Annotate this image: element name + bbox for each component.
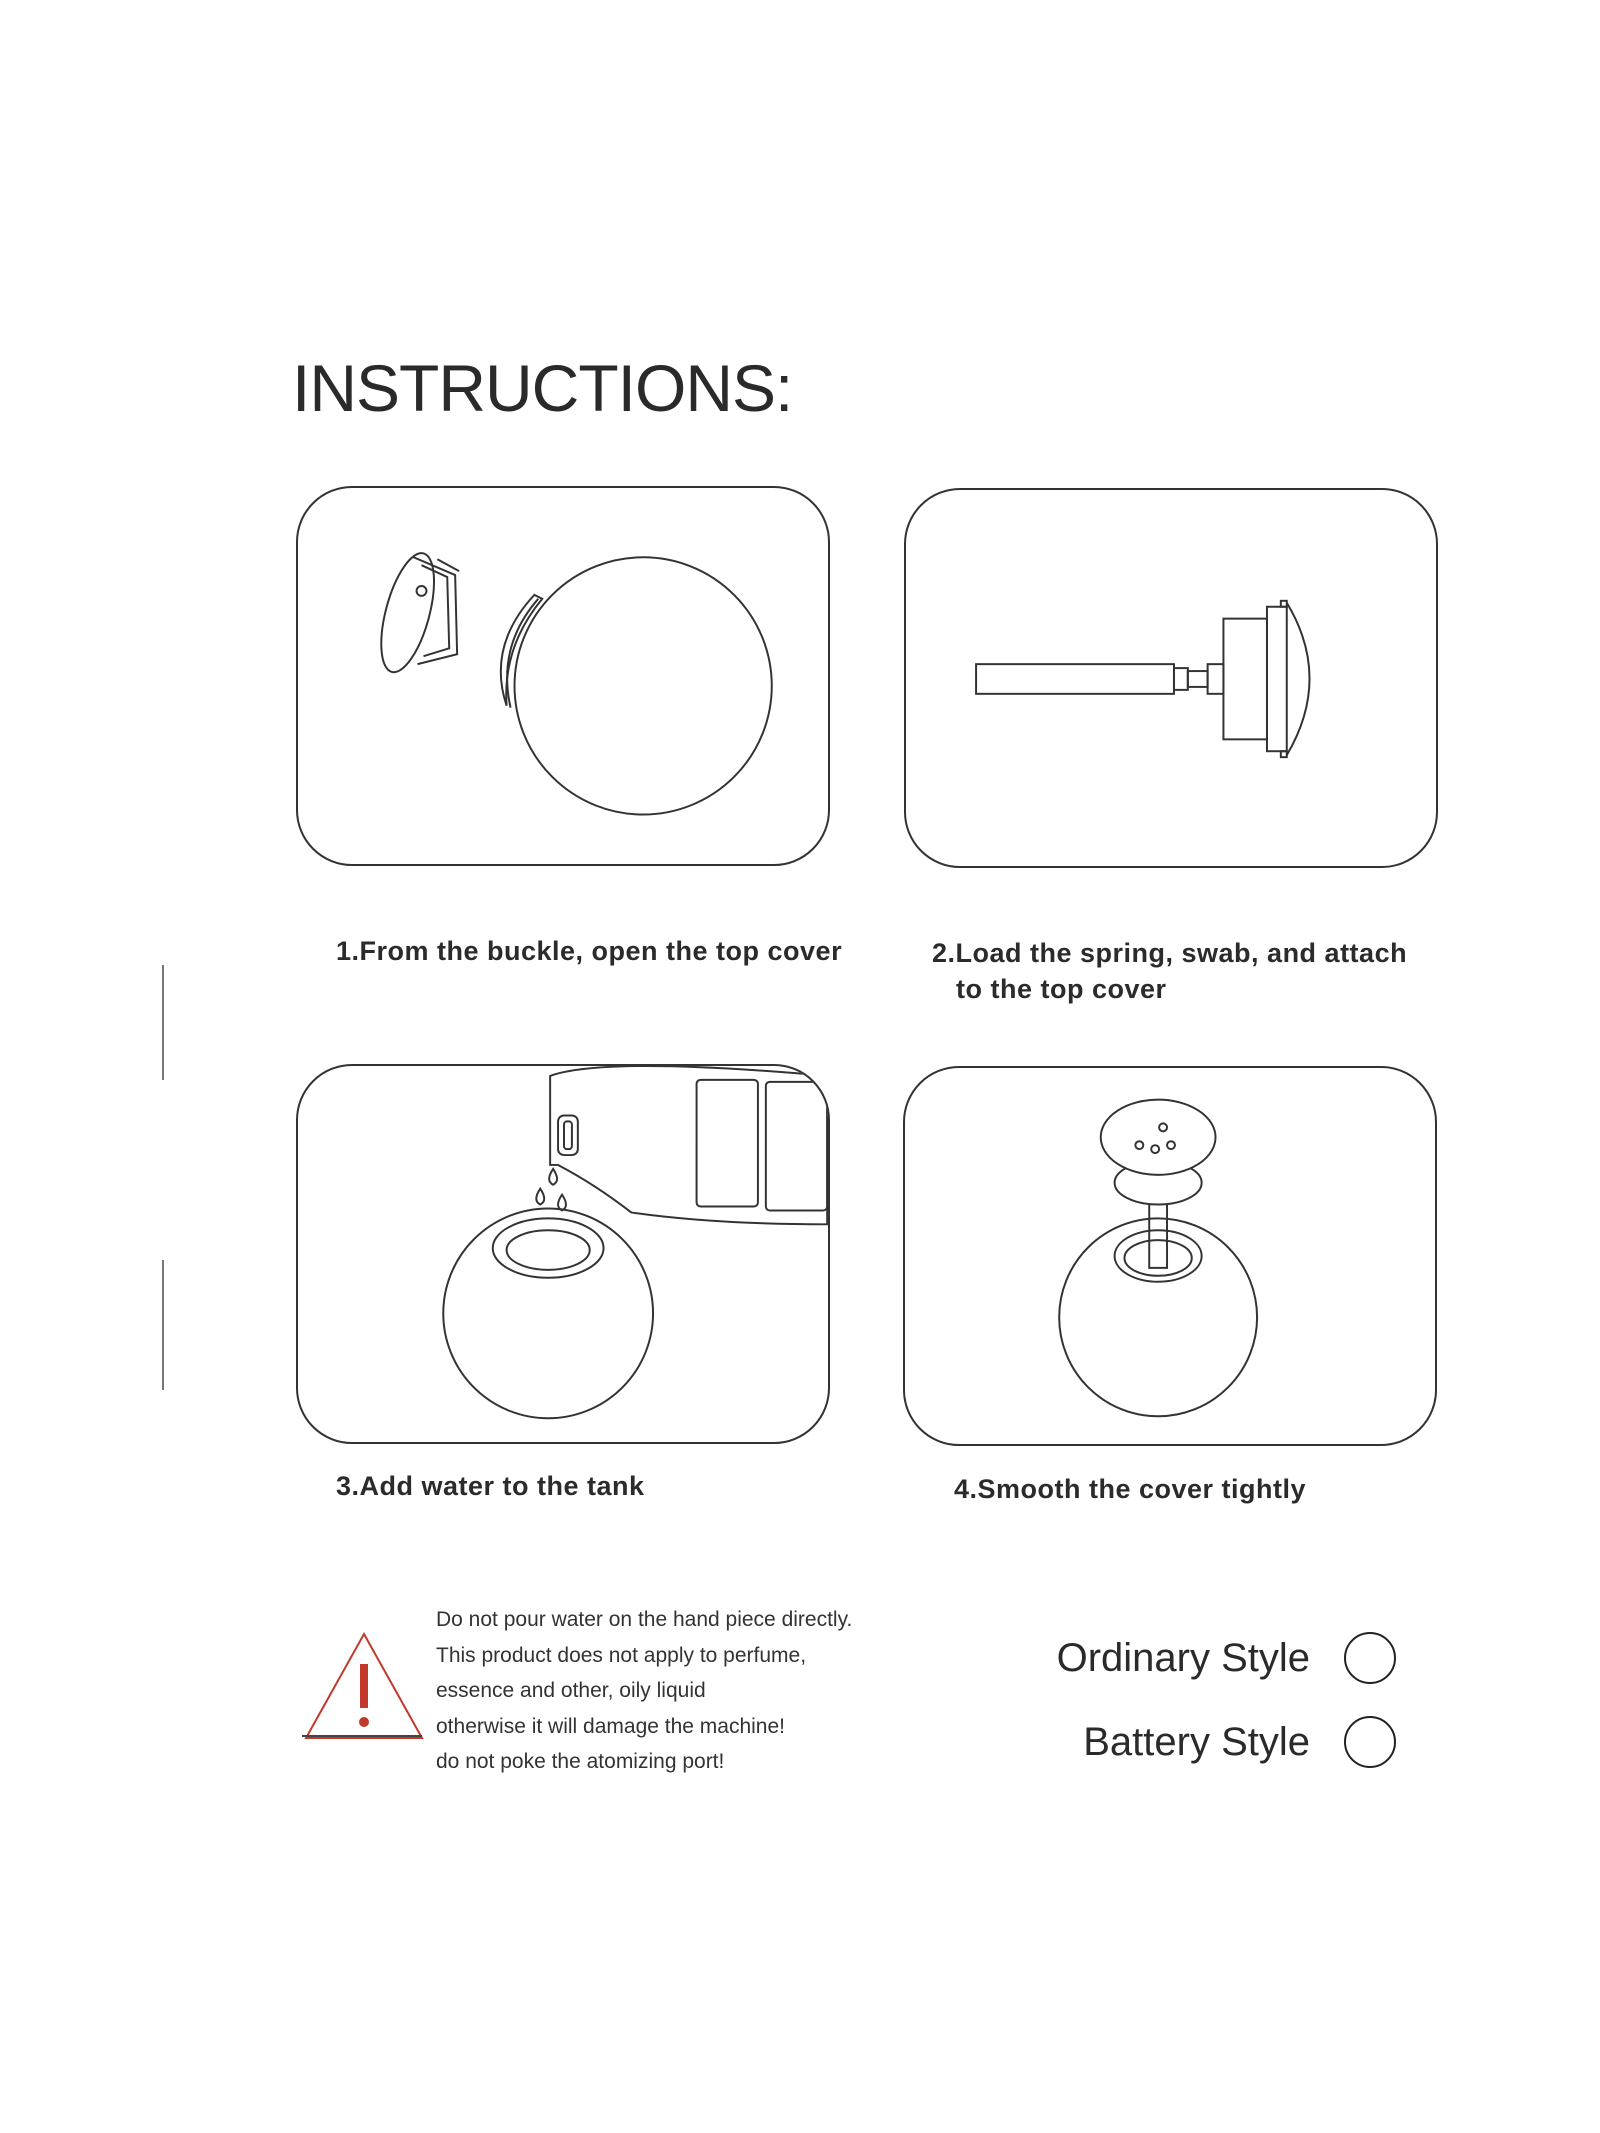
warning-text	[436, 1602, 852, 1780]
step-2-illustration	[904, 488, 1438, 868]
step-4-caption	[954, 1471, 1306, 1507]
radio-circle-icon[interactable]	[1344, 1716, 1396, 1768]
warning-underline	[302, 1735, 422, 1737]
step-3-illustration	[296, 1064, 830, 1444]
add-water-drawing	[298, 1066, 828, 1442]
page-title: INSTRUCTIONS:	[292, 351, 793, 425]
scan-edge-mark-bottom	[162, 1260, 164, 1390]
warning-triangle-icon	[300, 1628, 428, 1746]
step-2-caption-line1: 2.Load the spring, swab, and attach	[932, 938, 1408, 968]
spring-swab-drawing	[906, 490, 1436, 866]
close-cover-drawing	[905, 1068, 1435, 1444]
step-1-illustration	[296, 486, 830, 866]
step-4-caption-line1: 4.Smooth the cover tightly	[954, 1474, 1307, 1504]
step-2-caption	[932, 935, 1407, 1007]
step-3-caption	[336, 1468, 645, 1504]
option-label: Battery Style	[1083, 1719, 1310, 1764]
step-1-caption	[336, 933, 842, 969]
step-1-caption-line1: 1.From the buckle, open the top cover	[336, 936, 843, 966]
warning-line: do not poke the atomizing port!	[436, 1750, 725, 1773]
warning-line: otherwise it will damage the machine!	[436, 1714, 786, 1738]
option-ordinary-style[interactable]	[1020, 1632, 1396, 1684]
step-2-caption-line2: to the top cover	[956, 974, 1167, 1004]
warning-line: essence and other, oily liquid	[436, 1679, 706, 1702]
option-battery-style[interactable]	[1020, 1716, 1396, 1768]
step-3-caption-line1: 3.Add water to the tank	[336, 1471, 645, 1501]
scan-edge-mark-top	[162, 965, 164, 1080]
radio-circle-icon[interactable]	[1344, 1632, 1396, 1684]
open-cover-drawing	[298, 488, 828, 864]
warning-line: This product does not apply to perfume,	[436, 1643, 807, 1667]
option-label: Ordinary Style	[1056, 1635, 1310, 1680]
step-4-illustration	[903, 1066, 1437, 1446]
warning-line: Do not pour water on the hand piece directly.	[436, 1608, 853, 1631]
